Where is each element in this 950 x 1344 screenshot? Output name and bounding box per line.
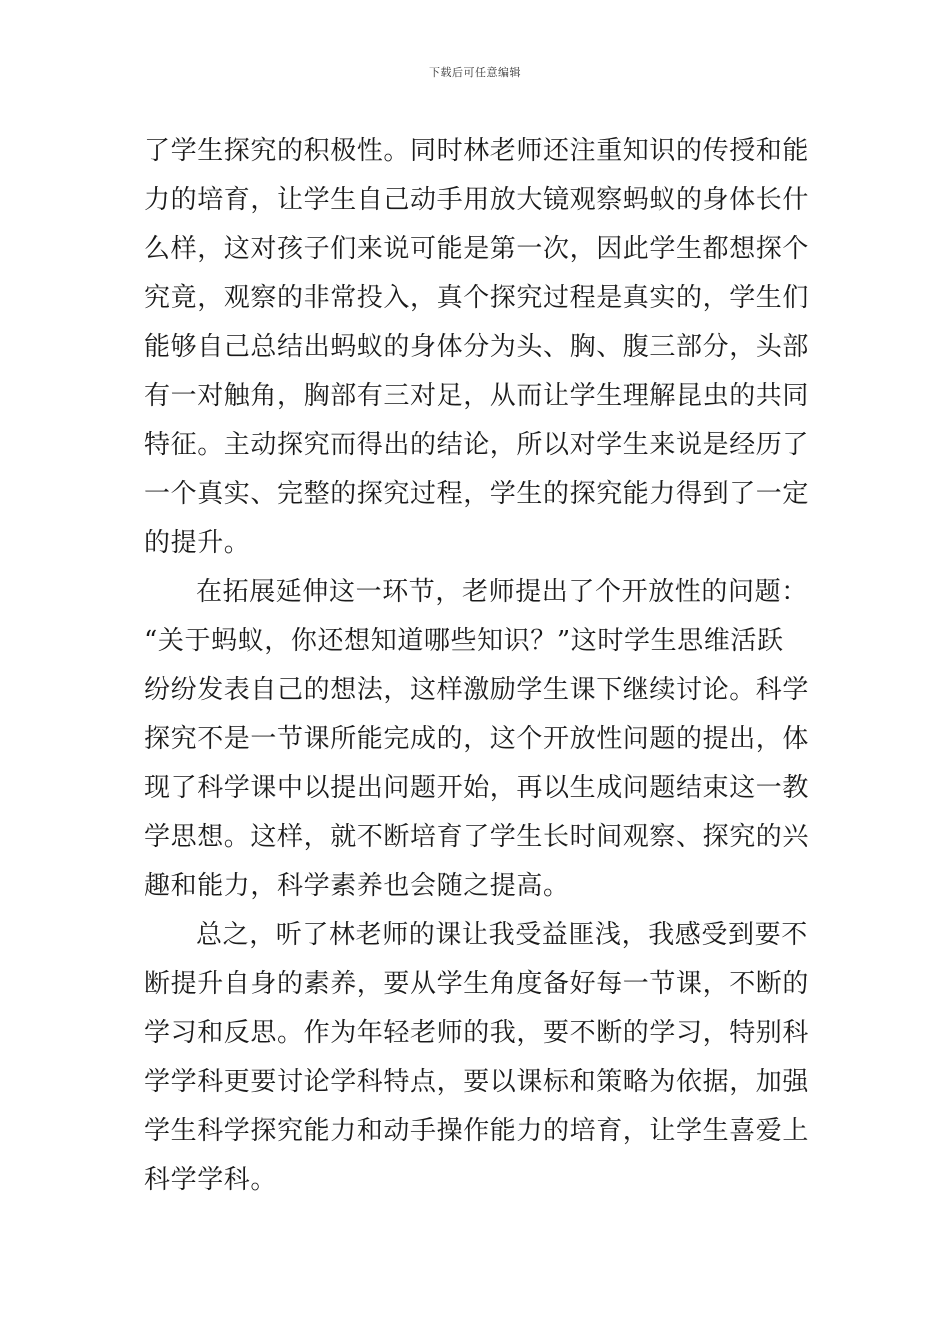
text-line: 了学生探究的积极性。同时林老师还注重知识的传授和能 <box>144 136 810 166</box>
text-line: 学学科更要讨论学科特点，要以课标和策略为依据，加强 <box>144 1067 810 1097</box>
text-line: 么样，这对孩子们来说可能是第一次，因此学生都想探个 <box>144 234 810 264</box>
paragraph-first-line: 总之，听了林老师的课让我受益匪浅，我感受到要不 <box>196 920 808 950</box>
page-header: 下载后可任意编辑 <box>429 66 521 79</box>
text-line: 学习和反思。作为年轻老师的我，要不断的学习，特别科 <box>144 1018 810 1048</box>
text-line: 探究不是一节课所能完成的，这个开放性问题的提出，体 <box>144 724 810 754</box>
text-line: 的提升。 <box>144 528 251 558</box>
document-body <box>144 127 808 1205</box>
text-line: 断提升自身的素养，要从学生角度备好每一节课，不断的 <box>144 969 810 999</box>
text-line: 能够自己总结出蚂蚁的身体分为头、胸、腹三部分，头部 <box>144 332 810 362</box>
text-line: 究竟，观察的非常投入，真个探究过程是真实的，学生们 <box>144 283 810 313</box>
text-line: 特征。主动探究而得出的结论，所以对学生来说是经历了 <box>144 430 810 460</box>
text-line: 学生科学探究能力和动手操作能力的培育，让学生喜爱上 <box>144 1116 810 1146</box>
text-line: 一个真实、完整的探究过程，学生的探究能力得到了一定 <box>144 479 810 509</box>
text-line: 力的培育，让学生自己动手用放大镜观察蚂蚁的身体长什 <box>144 185 810 215</box>
text-line: 纷纷发表自己的想法，这样激励学生课下继续讨论。科学 <box>144 675 810 705</box>
text-line: 现了科学课中以提出问题开始，再以生成问题结束这一教 <box>144 773 810 803</box>
text-line: 趣和能力，科学素养也会随之提高。 <box>144 871 570 901</box>
text-line: “关于蚂蚁，你还想知道哪些知识？”这时学生思维活跃 <box>144 626 784 656</box>
text-line: 学思想。这样，就不断培育了学生长时间观察、探究的兴 <box>144 822 810 852</box>
text-line: 科学学科。 <box>144 1165 278 1195</box>
paragraph-first-line: 在拓展延伸这一环节，老师提出了个开放性的问题： <box>196 577 808 607</box>
text-line: 有一对触角，胸部有三对足，从而让学生理解昆虫的共同 <box>144 381 810 411</box>
